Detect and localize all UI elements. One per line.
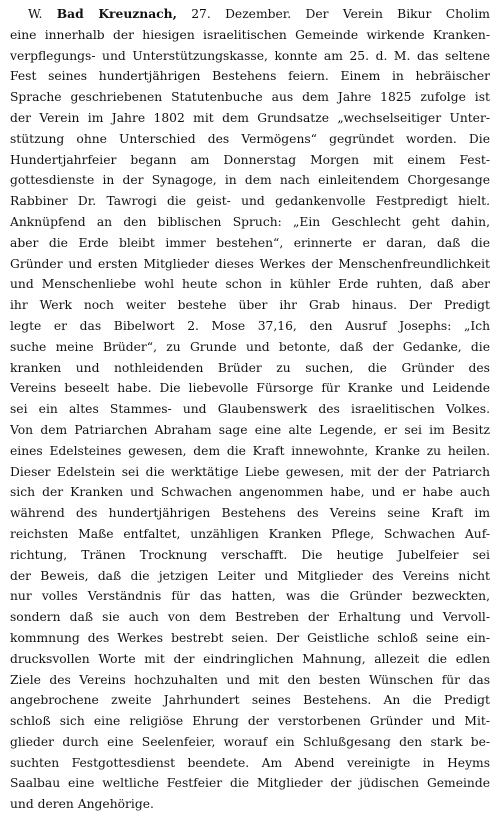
article-line-6: der Verein im Jahre 1802 mit dem Grundsatze „wechselseitiger Unter- — [10, 110, 490, 125]
article-line-35: schloß sich eine religiöse Ehrung der verstorbenen Gründer und Mit- — [10, 714, 490, 729]
article-line-8: Hundertjahrfeier begann am Donnerstag Morgen mit einem Fest- — [10, 152, 490, 167]
article-line-38: Saalbau eine weltliche Festfeier die Mitglieder der jüdischen Gemeinde — [10, 776, 490, 791]
article-line-16: legte er das Bibelwort 2. Mose 37,16, den Ausruf Josephs: „Ich — [10, 318, 490, 333]
article-line-10: Rabbiner Dr. Tawrogi die geist- und gedankenvolle Festpredigt hielt. — [10, 194, 490, 209]
article-line-7: stützung ohne Unterschied des Vermögens“ gegründet worden. Die — [10, 131, 490, 146]
article-line-28: der Beweis, daß die jetzigen Leiter und Mitglieder des Vereins nicht — [10, 568, 490, 583]
lead-prefix: W. — [28, 7, 43, 21]
article-line-1 — [10, 4, 490, 25]
article-line-21: Von dem Patriarchen Abraham sage eine alte Legende, er sei im Besitz — [10, 422, 490, 437]
article-line-37: suchten Festgottesdienst beendete. Am Abend vereinigte in Heyms — [10, 755, 490, 770]
article-line-9: gottesdienste in der Synagoge, in dem nach einleitendem Chorgesange — [10, 173, 490, 188]
article-line-39: und deren Angehörige. — [10, 797, 154, 812]
dateline-place: Bad Kreuznach, — [56, 6, 177, 21]
article-line-12: aber die Erde bleibt immer bestehen“, erinnerte er daran, daß die — [10, 235, 490, 250]
article-line-27: richtung, Tränen Trocknung verschafft. Die heutige Jubelfeier sei — [10, 547, 490, 562]
article-line-18: kranken und nothleidenden Brüder zu suchen, die Gründer des — [10, 360, 490, 375]
article-line-25: während des hundertjährigen Bestehens des Vereins seine Kraft im — [10, 506, 490, 521]
article-line-29: nur volles Verständnis für das hatten, was die Gründer bezweckten, — [10, 589, 490, 604]
article-line-14: und Menschenliebe wohl heute schon in kühler Erde ruhten, daß aber — [10, 277, 490, 292]
article-line-31: kommnung des Werkes bestrebt seien. Der Geistliche schloß seine ein- — [10, 630, 490, 645]
article-line-17: suche meine Brüder“, zu Grunde und betonte, daß der Gedanke, die — [10, 339, 490, 354]
article-line-20: sei ein altes Stammes- und Glaubenswerk des israelitischen Volkes. — [10, 402, 490, 417]
article-line-15: ihr Werk noch weiter bestehe über ihr Grab hinaus. Der Predigt — [10, 298, 490, 313]
article-line-34: angebrochene zweite Jahrhundert seines Bestehens. An die Predigt — [10, 693, 490, 708]
article-line-26: reichsten Maße entfaltet, unzähligen Kranken Pflege, Schwachen Auf- — [10, 526, 490, 541]
article-line-33: Ziele des Vereins hochzuhalten und mit den besten Wünschen für das — [10, 672, 490, 687]
article-line-36: glieder durch eine Seelenfeier, worauf ein Schlußgesang den stark be- — [10, 734, 490, 749]
article-line-22: eines Edelsteines gewesen, dem die Kraft innewohnte, Kranke zu heilen. — [10, 443, 490, 458]
article-line-2: eine innerhalb der hiesigen israelitischen Gemeinde wirkende Kranken- — [10, 27, 490, 42]
article-line-32: drucksvollen Worte mit der eindringlichen Mahnung, allezeit die edlen — [10, 651, 490, 666]
article-line-5: Sprache geschriebenen Statutenbuche aus dem Jahre 1825 zufolge ist — [10, 90, 490, 105]
article-line-23: Dieser Edelstein sei die werktätige Liebe gewesen, mit der der Patriarch — [10, 464, 490, 479]
article-line-30: sondern daß sie auch von dem Bestreben der Erhaltung und Vervoll- — [10, 610, 490, 625]
article-line-4: Fest seines hundertjährigen Bestehens feiern. Einem in hebräischer — [10, 69, 490, 84]
article-line-13: Gründer und ersten Mitglieder dieses Werkes der Menschenfreundlichkeit — [10, 256, 490, 271]
article-line-3: verpflegungs- und Unterstützungskasse, konnte am 25. d. M. das seltene — [10, 48, 490, 63]
dateline-rest: 27. Dezember. Der Verein Bikur Cholim — [191, 7, 490, 21]
article-line-11: Anknüpfend an den biblischen Spruch: „Ein Geschlecht geht dahin, — [10, 214, 490, 229]
article-line-19: Vereins beseelt habe. Die liebevolle Fürsorge für Kranke und Leidende — [10, 381, 490, 396]
article-line-24: sich der Kranken und Schwachen angenommen habe, und er habe auch — [10, 485, 490, 500]
